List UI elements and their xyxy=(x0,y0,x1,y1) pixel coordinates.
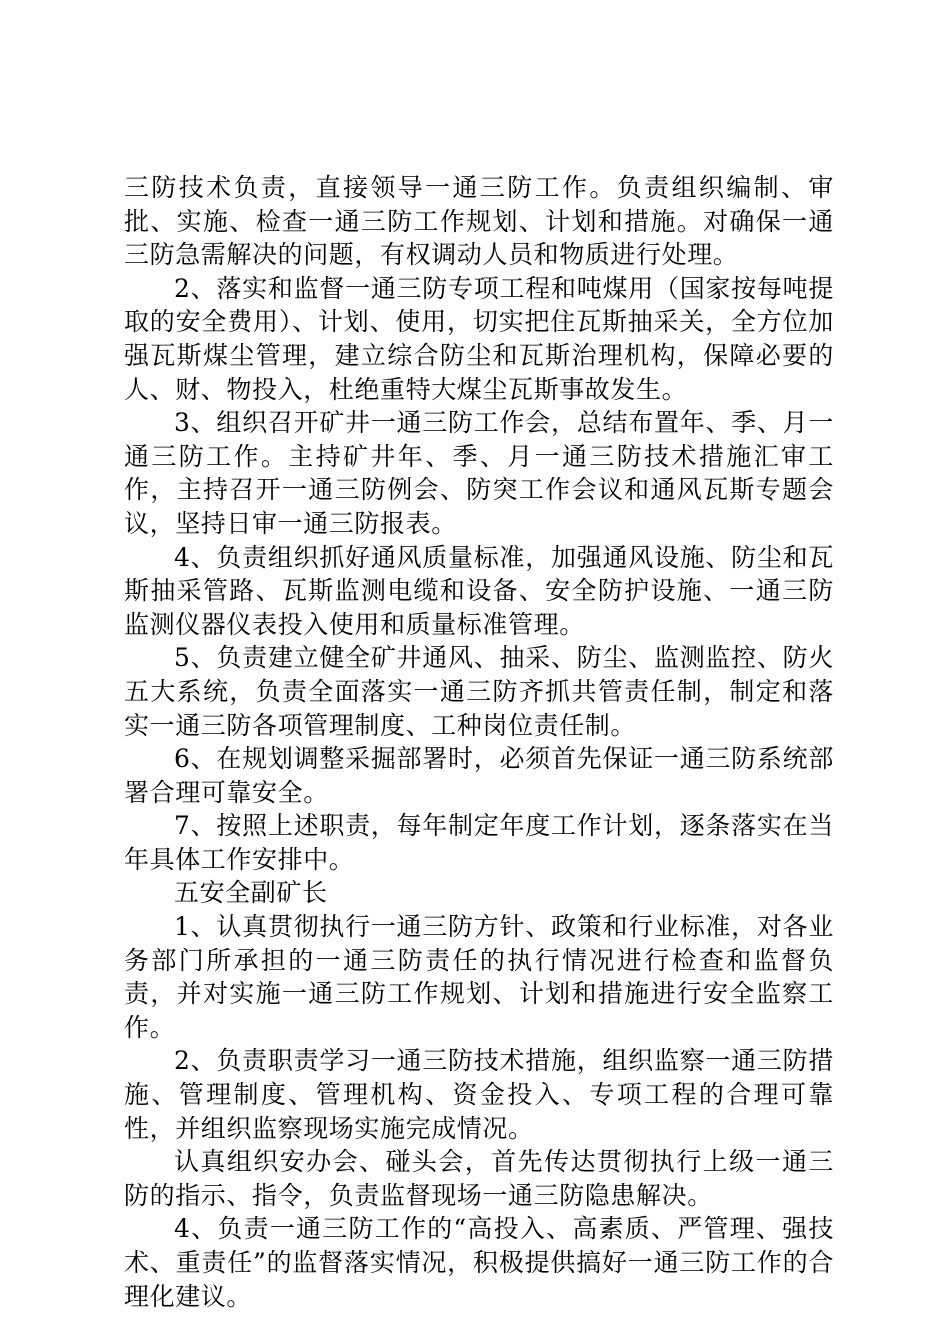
paragraph-7: 7、按照上述职责，每年制定年度工作计划，逐条落实在当年具体工作安排中。 xyxy=(124,811,834,874)
paragraph-10: 认真组织安办会、碰头会，首先传达贯彻执行上级一通三防的指示、指令，负责监督现场一通三防隐患解决。 xyxy=(124,1147,834,1210)
document-body xyxy=(124,171,834,1313)
section-heading: 五安全副矿长 xyxy=(174,878,328,908)
paragraph-5: 5、负责建立健全矿井通风、抽采、防尘、监测监控、防火五大系统，负责全面落实一通三防齐抓共管责任制，制定和落实一通三防各项管理制度、工种岗位责任制。 xyxy=(124,643,834,740)
paragraph-2: 2、落实和监督一通三防专项工程和吨煤用（国家按每吨提取的安全费用）、计划、使用，切实把住瓦斯抽采关，全方位加强瓦斯煤尘管理，建立综合防尘和瓦斯治理机构，保障必要的人、财、物投入，杜绝重特大煤尘瓦斯事故发生。 xyxy=(124,273,834,404)
paragraph-11: 4、负责一通三防工作的“高投入、高素质、严管理、强技术、重责任”的监督落实情况，积极提供搞好一通三防工作的合理化建议。 xyxy=(124,1214,834,1311)
paragraph-8: 1、认真贯彻执行一通三防方针、政策和行业标准，对各业务部门所承担的一通三防责任的执行情况进行检查和监督负责，并对实施一通三防工作规划、计划和措施进行安全监察工作。 xyxy=(124,912,834,1042)
paragraph-3: 3、组织召开矿井一通三防工作会，总结布置年、季、月一通三防工作。主持矿井年、季、月一通三防技术措施汇审工作，主持召开一通三防例会、防突工作会议和通风瓦斯专题会议，坚持日审一通三防报表。 xyxy=(124,408,834,538)
paragraph-9: 2、负责职责学习一通三防技术措施，组织监察一通三防措施、管理制度、管理机构、资金投入、专项工程的合理可靠性，并组织监察现场实施完成情况。 xyxy=(124,1046,834,1143)
paragraph-6: 6、在规划调整采掘部署时，必须首先保证一通三防系统部署合理可靠安全。 xyxy=(124,744,834,807)
paragraph-4: 4、负责组织抓好通风质量标准，加强通风设施、防尘和瓦斯抽采管路、瓦斯监测电缆和设备、安全防护设施、一通三防监测仪器仪表投入使用和质量标准管理。 xyxy=(124,542,834,639)
paragraph-1: 三防技术负责，直接领导一通三防工作。负责组织编制、审批、实施、检查一通三防工作规划、计划和措施。对确保一通三防急需解决的问题，有权调动人员和物质进行处理。 xyxy=(124,173,834,270)
